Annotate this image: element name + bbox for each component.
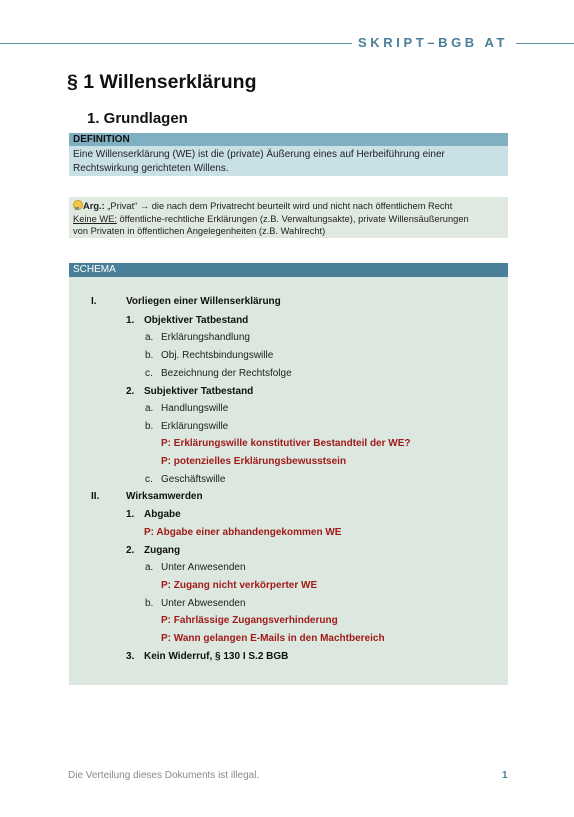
- argument-line-2: [73, 213, 504, 226]
- schema-label: SCHEMA: [69, 263, 508, 277]
- definition-label: DEFINITION: [69, 133, 508, 146]
- schema-num-2: a.: [145, 332, 154, 343]
- schema-num-3: b.: [145, 350, 154, 361]
- schema-row-3: Obj. Rechtsbindungswille: [161, 350, 274, 361]
- page-number: 1: [502, 770, 508, 781]
- schema-row-20: Kein Widerruf, § 130 I S.2 BGB: [144, 651, 289, 662]
- schema-num-15: a.: [145, 562, 154, 573]
- schema-row-0: Vorliegen einer Willenserklärung: [126, 296, 281, 307]
- schema-num-17: b.: [145, 598, 154, 609]
- argument-prefix: Arg.:: [83, 201, 105, 211]
- schema-row-7: Erklärungswille: [161, 421, 229, 432]
- schema-num-14: 2.: [126, 545, 135, 556]
- schema-problem-18: P: Fahrlässige Zugangsverhinderung: [161, 615, 338, 626]
- schema-num-11: II.: [91, 491, 100, 502]
- schema-problem-9: P: potenzielles Erklärungsbewusstsein: [161, 456, 347, 467]
- schema-row-15: Unter Anwesenden: [161, 562, 246, 573]
- running-header: [0, 33, 574, 55]
- schema-num-5: 2.: [126, 386, 135, 397]
- schema-num-1: 1.: [126, 315, 135, 326]
- schema-problem-16: P: Zugang nicht verkörperter WE: [161, 580, 318, 591]
- lightbulb-icon: [73, 200, 81, 210]
- header-rule-left: [0, 43, 352, 44]
- schema-row-5: Subjektiver Tatbestand: [144, 386, 254, 397]
- schema-row-1: Objektiver Tatbestand: [144, 315, 249, 326]
- schema-num-4: c.: [145, 368, 153, 379]
- argument-line-1: [73, 200, 504, 213]
- schema-num-10: c.: [145, 474, 153, 485]
- definition-line-2: Rechtswirkung gerichteten Willens.: [73, 162, 229, 174]
- argument-text-1: „Privat“ → die nach dem Privatrecht beurteilt wird und nicht nach öffentlichem Recht: [107, 201, 453, 211]
- schema-num-7: b.: [145, 421, 154, 432]
- schema-problem-19: P: Wann gelangen E-Mails in den Machtbereich: [161, 633, 385, 644]
- schema-num-12: 1.: [126, 509, 135, 520]
- schema-row-10: Geschäftswille: [161, 474, 226, 485]
- argument-line-3: von Privaten in öffentlichen Angelegenheiten (z.B. Wahlrecht): [73, 226, 326, 237]
- schema-num-6: a.: [145, 403, 154, 414]
- definition-line-1: Eine Willenserklärung (WE) ist die (private) Äußerung eines auf Herbeiführung einer: [73, 149, 445, 160]
- schema-row-2: Erklärungshandlung: [161, 332, 250, 343]
- schema-row-14: Zugang: [144, 545, 181, 556]
- schema-row-4: Bezeichnung der Rechtsfolge: [161, 368, 292, 379]
- argument-text-2: öffentliche-rechtliche Erklärungen (z.B. Verwaltungsakte), private Willensäußerungen: [116, 213, 469, 224]
- header-title: SKRIPT–BGB AT: [358, 35, 509, 50]
- schema-num-0: I.: [91, 296, 97, 307]
- schema-num-20: 3.: [126, 651, 135, 662]
- section-heading: 1. Grundlagen: [87, 110, 188, 127]
- argument-box: [69, 197, 508, 238]
- schema-row-12: Abgabe: [144, 509, 181, 520]
- schema-row-11: Wirksamwerden: [126, 491, 203, 502]
- keine-we-label: Keine WE:: [73, 213, 117, 224]
- definition-box: [69, 146, 508, 176]
- schema-problem-13: P: Abgabe einer abhandengekommen WE: [144, 527, 342, 538]
- chapter-heading: § 1 Willenserklärung: [67, 71, 257, 93]
- schema-row-6: Handlungswille: [161, 403, 229, 414]
- schema-row-17: Unter Abwesenden: [161, 598, 246, 609]
- schema-problem-8: P: Erklärungswille konstitutiver Bestandteil der WE?: [161, 438, 411, 449]
- footer-notice: Die Verteilung dieses Dokuments ist illegal.: [68, 770, 260, 781]
- header-rule-right: [516, 43, 574, 44]
